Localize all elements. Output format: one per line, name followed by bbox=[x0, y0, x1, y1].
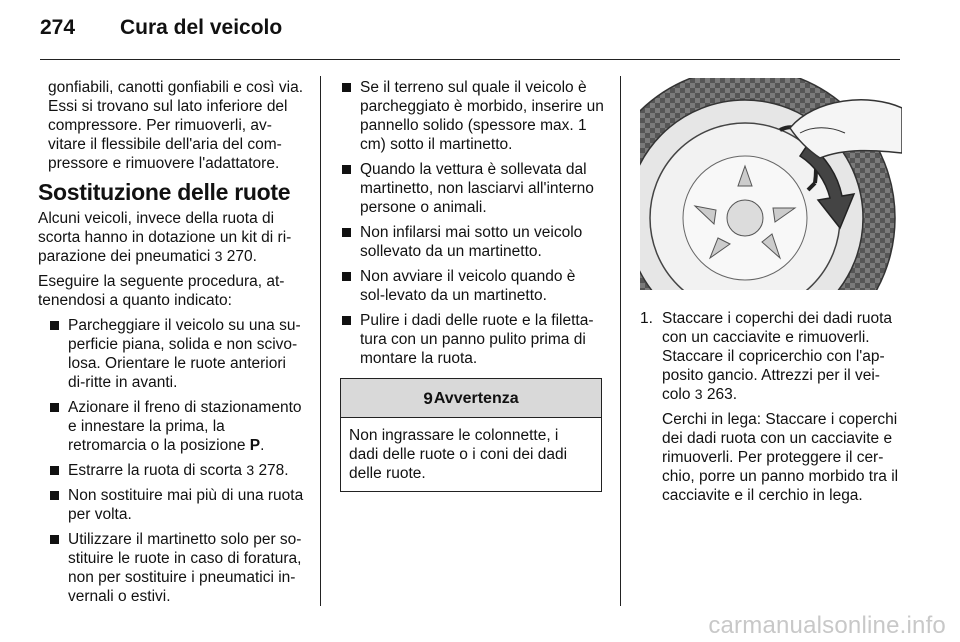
list-item bbox=[340, 311, 604, 368]
square-bullet-icon bbox=[342, 228, 351, 237]
warning-triangle-icon: 9 bbox=[423, 388, 433, 408]
list-item bbox=[340, 78, 604, 154]
step-paragraph-1-text: Staccare i coperchi dei dadi ruota con un cacciavite e rimuoverli. Staccare il copricerchio con l'ap-posito gancio. Attrezzi per il vei-colo bbox=[662, 310, 893, 403]
list-item-text: Quando la vettura è sollevata dal martinetto, non lasciarvi all'interno persone o animali. bbox=[360, 161, 594, 216]
safety-list bbox=[340, 78, 604, 368]
list-item-text: Non sostituire mai più di una ruota per volta. bbox=[68, 487, 304, 523]
warning-text: Non ingrassare le colonnette, i dadi delle ruote o i coni dei dadi delle ruote. bbox=[349, 427, 568, 482]
list-item bbox=[38, 530, 304, 606]
list-item-text: Utilizzare il martinetto solo per so-stituire le ruote in caso di foratura, non per sostituire i pneumatici in-vernali o estivi. bbox=[68, 531, 302, 605]
list-item-text: Se il terreno sul quale il veicolo è parcheggiato è morbido, inserire un pannello solido (spessore max. 1 cm) sotto il martinetto. bbox=[360, 79, 604, 153]
chapter-title: Cura del veicolo bbox=[120, 16, 283, 39]
step-number: 1. bbox=[640, 310, 653, 327]
wheel-cover-removal-illustration bbox=[640, 78, 902, 290]
list-item-end: . bbox=[260, 437, 265, 454]
paragraph-1 bbox=[38, 209, 304, 266]
intro-paragraph: gonfiabili, canotti gonfiabili e così via. Essi si trovano sul lato inferiore del compressore. Per rimuoverli, av-vitare il flessibile dell'aria del com-pressore e rimuovere l'adattatore. bbox=[48, 79, 304, 172]
square-bullet-icon bbox=[342, 316, 351, 325]
list-item bbox=[38, 461, 304, 480]
square-bullet-icon bbox=[342, 272, 351, 281]
warning-box bbox=[340, 378, 602, 492]
square-bullet-icon bbox=[50, 403, 59, 412]
paragraph-2: Eseguire la seguente procedura, at-tenendosi a quanto indicato: bbox=[38, 273, 285, 309]
square-bullet-icon bbox=[50, 466, 59, 475]
list-item bbox=[38, 316, 304, 392]
list-item-text: Estrarre la ruota di scorta bbox=[68, 462, 243, 479]
list-item-text: Pulire i dadi delle ruote e la filetta-tura con un panno pulito prima di montare la ruota. bbox=[360, 312, 594, 367]
column-divider-1 bbox=[320, 76, 321, 606]
gear-position-p: P bbox=[249, 437, 261, 454]
header-rule bbox=[40, 59, 900, 60]
list-item bbox=[640, 309, 902, 505]
list-item-ref: 278. bbox=[258, 462, 289, 479]
procedure-list bbox=[38, 316, 304, 606]
column-middle bbox=[340, 78, 604, 492]
column-left bbox=[38, 78, 304, 612]
step-paragraph-1 bbox=[662, 309, 902, 404]
list-item bbox=[340, 223, 604, 261]
list-item bbox=[38, 486, 304, 524]
list-item bbox=[340, 267, 604, 305]
square-bullet-icon bbox=[50, 491, 59, 500]
page-number: 274 bbox=[40, 16, 76, 39]
warning-title: Avvertenza bbox=[433, 389, 519, 407]
list-item-text: Parcheggiare il veicolo su una su-perficie piana, solida e non scivo-losa. Orientare le ruote anteriori di-ritte in avanti. bbox=[68, 317, 301, 391]
page-reference-arrow-icon: 3 bbox=[214, 248, 223, 264]
square-bullet-icon bbox=[342, 165, 351, 174]
list-item bbox=[38, 398, 304, 455]
paragraph-1-text: Alcuni veicoli, invece della ruota di scorta hanno in dotazione un kit di ri-parazione dei pneumatici bbox=[38, 210, 292, 265]
column-right bbox=[640, 78, 902, 511]
list-item-text: Non infilarsi mai sotto un veicolo sollevato da un martinetto. bbox=[360, 224, 583, 260]
square-bullet-icon bbox=[50, 321, 59, 330]
warning-header bbox=[341, 379, 601, 418]
list-item bbox=[340, 160, 604, 217]
page-reference-arrow-icon: 3 bbox=[694, 386, 703, 402]
paragraph-1-ref: 270. bbox=[226, 248, 257, 265]
section-heading: Sostituzione delle ruote bbox=[38, 179, 291, 205]
watermark: carmanualsonline.info bbox=[708, 612, 946, 639]
square-bullet-icon bbox=[342, 83, 351, 92]
page-reference-arrow-icon: 3 bbox=[246, 462, 255, 478]
page-header bbox=[40, 16, 282, 50]
list-item-text: Non avviare il veicolo quando è sol-levato da un martinetto. bbox=[360, 268, 576, 304]
step-paragraph-2: Cerchi in lega: Staccare i coperchi dei dadi ruota con un cacciavite e rimuoverli. Per proteggere il cer-chio, porre un panno morbido tra il cacciavite e il cerchio in lega. bbox=[662, 411, 899, 504]
column-divider-2 bbox=[620, 76, 621, 606]
step-paragraph-1-ref: 263. bbox=[706, 386, 738, 403]
step-list bbox=[640, 309, 902, 505]
list-item-text: Azionare il freno di stazionamento e innestare la prima, la retromarcia o la posizione bbox=[68, 399, 302, 454]
square-bullet-icon bbox=[50, 535, 59, 544]
